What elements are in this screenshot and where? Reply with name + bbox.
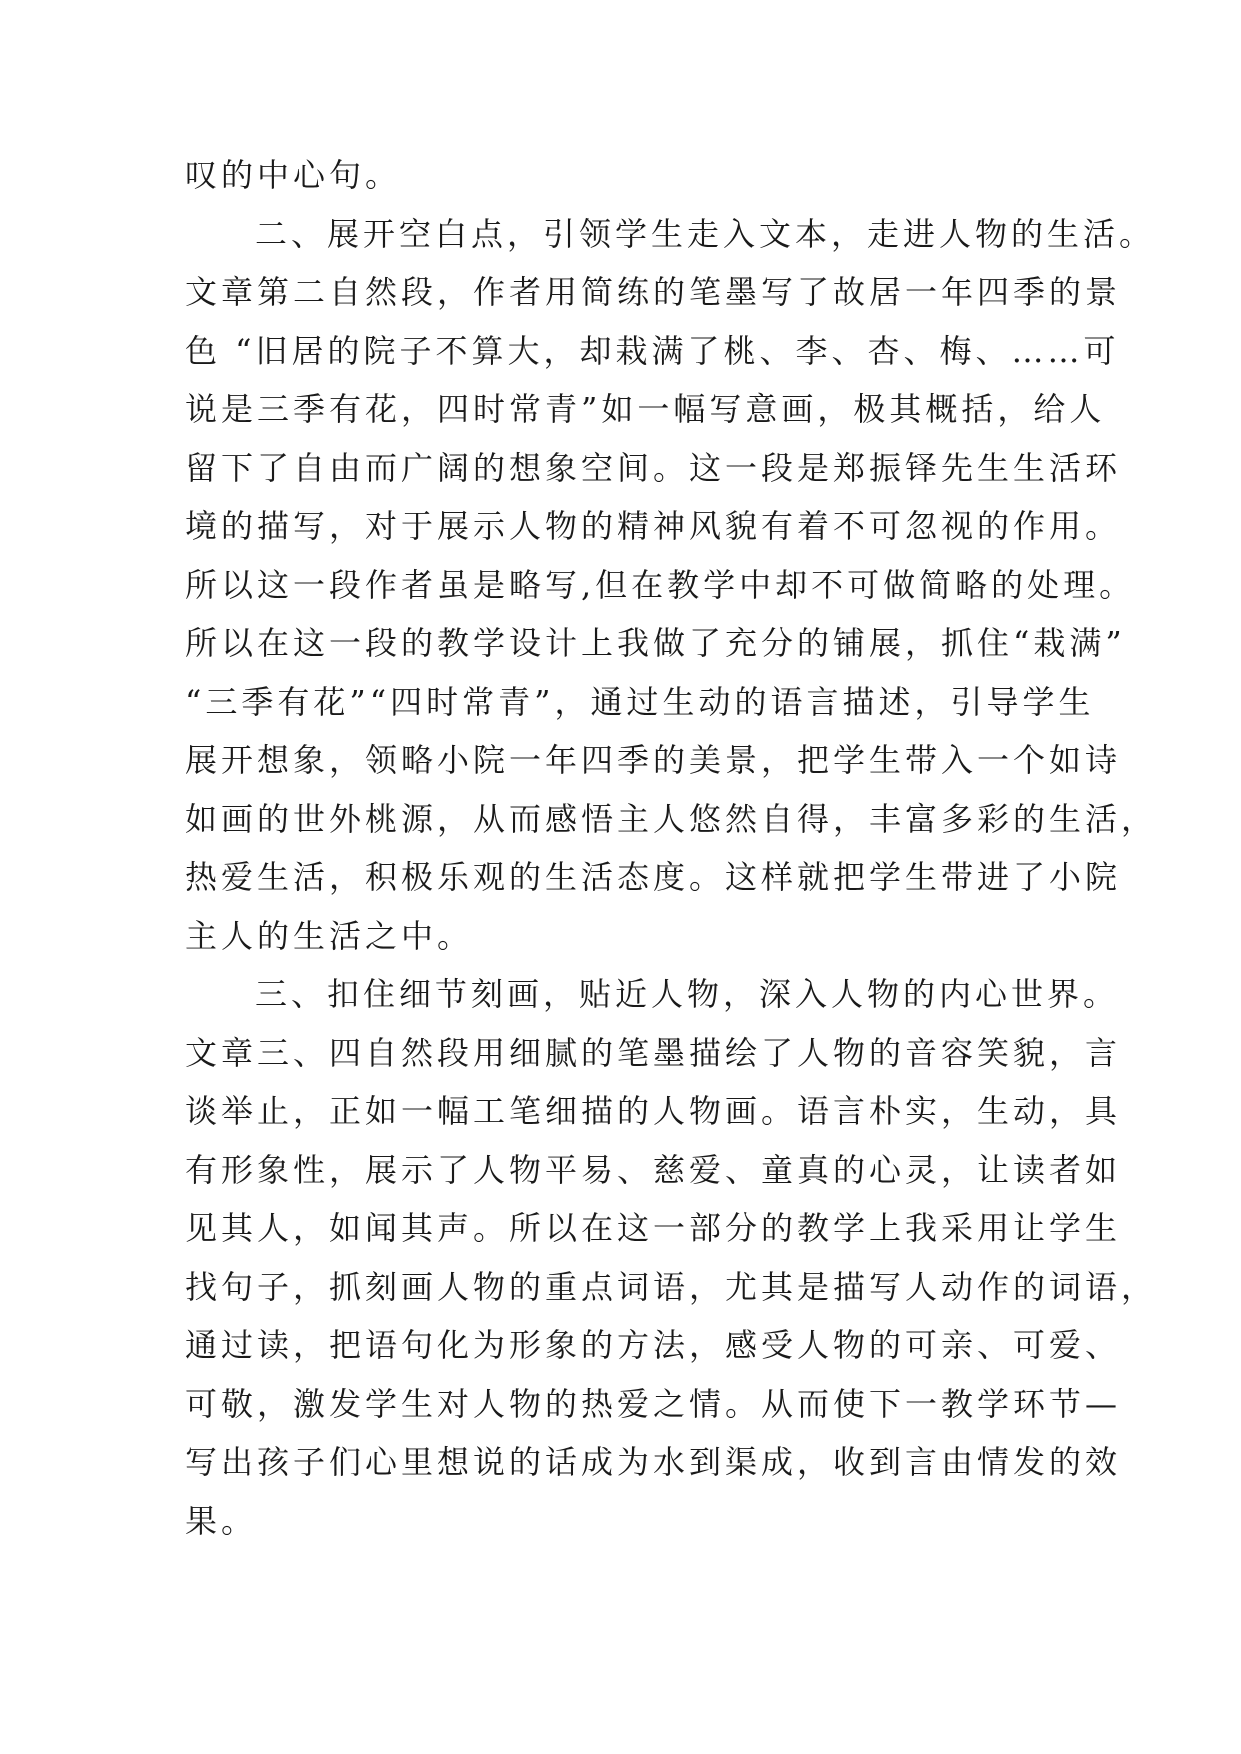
text-line: 热爱生活，积极乐观的生活态度。这样就把学生带进了小院 [185,858,1122,896]
text-line: 谈举止，正如一幅工笔细描的人物画。语言朴实，生动，具 [185,1092,1122,1130]
text-line: 如画的世外桃源，从而感悟主人悠然自得，丰富多彩的生活， [185,799,1158,838]
text-line: “三季有花”“四时常青”，通过生动的语言描述，引导学生 [185,682,1095,721]
text-line: 主人的生活之中。 [185,916,474,955]
body-text [185,146,1158,1550]
text-line: 二、展开空白点，引领学生走入文本，走进人物的生活。 [255,214,1156,253]
text-line: 展开想象，领略小院一年四季的美景，把学生带入一个如诗 [185,741,1122,779]
text-line: 说是三季有花，四时常青”如一幅写意画，极其概括，给人 [185,390,1106,428]
text-line: 境的描写，对于展示人物的精神风貌有着不可忽视的作用。 [185,507,1122,545]
text-line: 写出孩子们心里想说的话成为水到渠成，收到言由情发的效 [185,1443,1122,1481]
text-line: 所以这一段作者虽是略写,但在教学中却不可做简略的处理。 [185,565,1136,604]
text-line: 果。 [185,1501,258,1540]
text-line: 文章第二自然段，作者用简练的笔墨写了故居一年四季的景 [185,273,1122,311]
text-line: 所以在这一段的教学设计上我做了充分的铺展，抓住“栽满” [185,624,1126,662]
text-line: 找句子，抓刻画人物的重点词语，尤其是描写人动作的词语， [185,1267,1158,1306]
text-line: 留下了自由而广阔的想象空间。这一段是郑振铎先生生活环 [185,448,1122,487]
text-line: 通过读，把语句化为形象的方法，感受人物的可亲、可爱、 [185,1326,1122,1364]
text-line: 见其人，如闻其声。所以在这一部分的教学上我采用让学生 [185,1209,1122,1247]
text-line: 可敬，激发学生对人物的热爱之情。从而使下一教学环节— [185,1384,1122,1423]
text-line: 色 “旧居的院子不算大，却栽满了桃、李、杏、梅、……可 [185,331,1120,370]
text-line: 文章三、四自然段用细腻的笔墨描绘了人物的音容笑貌，言 [185,1033,1122,1072]
text-line: 三、扣住细节刻画，贴近人物，深入人物的内心世界。 [255,975,1120,1013]
text-line: 有形象性，展示了人物平易、慈爱、童真的心灵，让读者如 [185,1150,1122,1189]
text-line: 叹的中心句。 [185,156,402,194]
